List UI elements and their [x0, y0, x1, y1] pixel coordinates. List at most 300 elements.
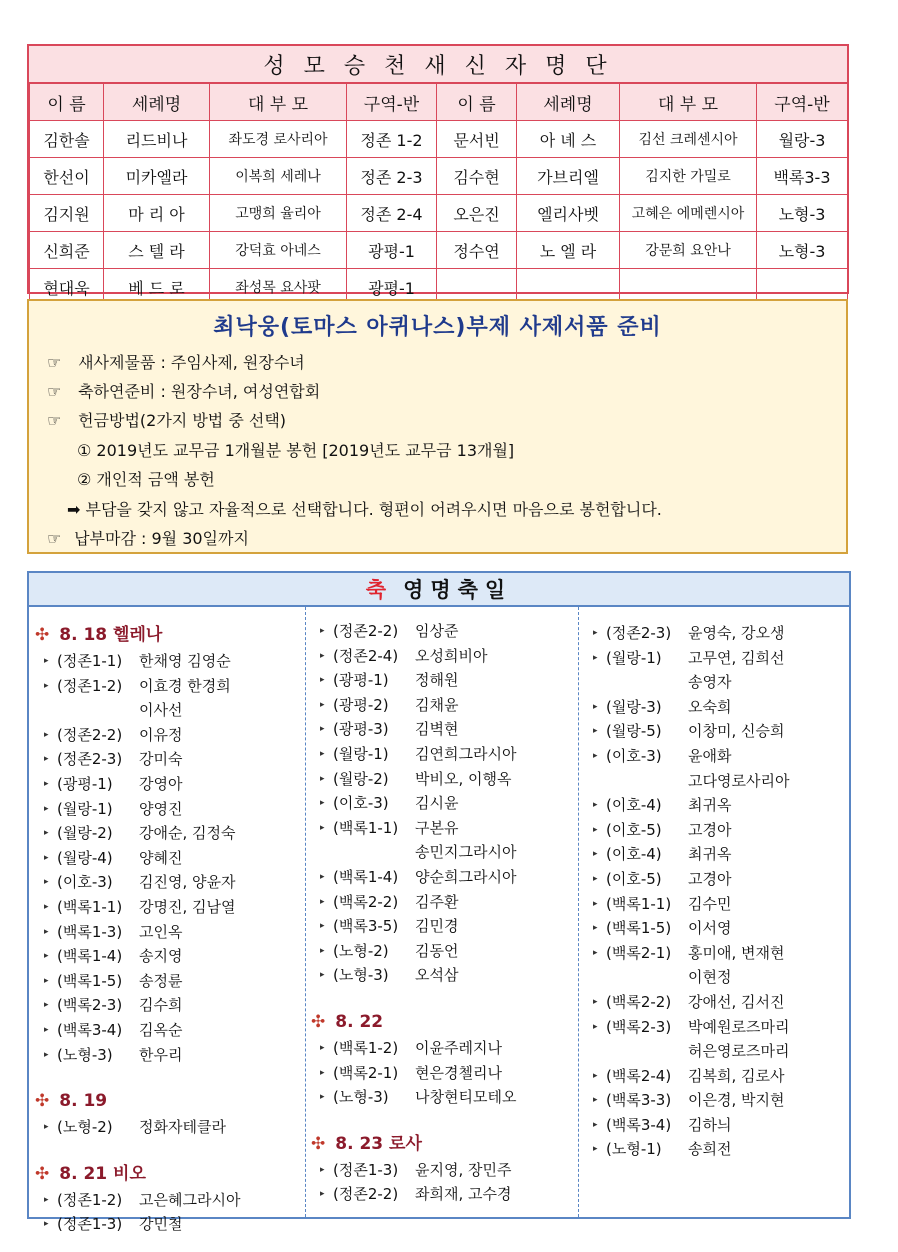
- member-names: 고인옥: [139, 922, 183, 941]
- feast-day-section: [27, 571, 851, 1234]
- column-header: 대 부 모: [210, 84, 347, 121]
- list-item: [305, 865, 578, 890]
- bullet-icon: ▸: [44, 1219, 49, 1230]
- bullet-icon: ▸: [320, 675, 325, 686]
- district-label: (백록1-3): [57, 922, 123, 941]
- list-item: [578, 744, 849, 769]
- bullet-icon: ▸: [44, 877, 49, 888]
- list-item: [305, 717, 578, 742]
- pointing-hand-icon: ☞: [47, 529, 62, 548]
- member-names: 김하늬: [688, 1115, 732, 1134]
- list-item: [578, 1137, 849, 1162]
- member-names: 최귀옥: [688, 796, 732, 815]
- district-label: (정존1-3): [333, 1160, 399, 1179]
- district-label: (백록2-1): [606, 943, 672, 962]
- district-label: (정존1-2): [57, 1190, 123, 1209]
- bullet-icon: ▸: [44, 656, 49, 666]
- table-cell: 좌도경 로사리아: [210, 121, 347, 158]
- member-names-continued: 고다영로사리아: [688, 771, 790, 790]
- bullet-icon: ▸: [320, 1189, 325, 1200]
- list-item: [578, 719, 849, 744]
- list-item: [29, 1212, 305, 1237]
- bullet-icon: ▸: [320, 724, 325, 735]
- list-item: [578, 990, 849, 1015]
- list-item: [578, 892, 849, 917]
- member-names-continued: 허은영로즈마리: [688, 1042, 790, 1061]
- member-names: 김민경: [415, 917, 459, 936]
- district-label: (월랑-2): [333, 769, 389, 788]
- member-names: 박예원로즈마리: [688, 1017, 790, 1036]
- bullet-icon: ▸: [320, 1092, 325, 1103]
- member-names: 한채영 김영순: [139, 652, 231, 670]
- list-item: [305, 914, 578, 939]
- prep-deadline-text: 납부마감 : 9월 30일까지: [74, 529, 249, 548]
- table-cell: 정존 1-2: [347, 121, 437, 158]
- table-cell: 김지원: [30, 195, 104, 232]
- bullet-icon: ▸: [44, 951, 49, 962]
- member-names: 송정륜: [139, 971, 183, 990]
- feast-title-text: 영명축일: [403, 578, 513, 602]
- table-header-row: [30, 84, 848, 121]
- bullet-icon: ▸: [593, 1021, 598, 1032]
- table-cell: 현대욱: [30, 269, 104, 306]
- member-names: 이윤주레지나: [415, 1038, 502, 1057]
- district-label: (월랑-1): [57, 799, 113, 818]
- member-names: 강민철: [139, 1215, 183, 1234]
- bullet-icon: ▸: [44, 975, 49, 986]
- district-label: (이호-5): [606, 820, 662, 839]
- bullet-icon: ▸: [44, 1000, 49, 1011]
- bullet-icon: ▸: [320, 699, 325, 710]
- bullet-icon: ▸: [320, 773, 325, 784]
- list-item: [305, 791, 578, 816]
- list-item: [578, 1015, 849, 1040]
- district-label: (정존2-3): [57, 750, 123, 769]
- member-names: 고무연, 김희선: [688, 648, 785, 667]
- pointing-hand-icon: ☞: [47, 382, 62, 401]
- prep-note: ➡ 부담을 갖지 않고 자율적으로 선택합니다. 형편이 어려우시면 마음으로 봉헌합니다.: [67, 500, 662, 519]
- list-item: [305, 693, 578, 718]
- district-label: (광평-1): [57, 774, 113, 793]
- feast-date-text: 8. 23 로사: [335, 1133, 422, 1154]
- list-item: [29, 674, 305, 699]
- member-names: 홍미애, 변재현: [688, 943, 785, 962]
- bullet-icon: ▸: [320, 1042, 325, 1053]
- bullet-icon: ▸: [593, 701, 598, 712]
- table-cell: 노 엘 라: [517, 232, 620, 269]
- table-cell: 강덕효 아네스: [210, 232, 347, 269]
- list-item: [578, 867, 849, 892]
- column-header: 구역-반: [347, 84, 437, 121]
- bullet-icon: ▸: [44, 926, 49, 937]
- table-cell: 아 녜 스: [517, 121, 620, 158]
- bullet-icon: ▸: [593, 873, 598, 884]
- column-header: 이 름: [30, 84, 104, 121]
- feast-date-header: [29, 1160, 305, 1188]
- district-label: (백록2-1): [333, 1063, 399, 1082]
- table-cell: 베 드 로: [104, 269, 210, 306]
- member-names: 김시윤: [415, 794, 459, 813]
- district-label: (정존2-2): [57, 725, 123, 744]
- feast-date-header: [305, 1008, 578, 1036]
- table-cell: 노형-3: [757, 232, 848, 269]
- table-cell: 스 텔 라: [104, 232, 210, 269]
- table-cell: 월랑-3: [757, 121, 848, 158]
- district-label: (광평-1): [333, 671, 389, 690]
- member-names: 고은혜그라시아: [139, 1190, 241, 1209]
- district-label: (백록3-4): [606, 1115, 672, 1134]
- list-item: [305, 816, 578, 841]
- prep-option: ② 개인적 금액 봉헌: [77, 470, 215, 489]
- district-label: (월랑-1): [333, 744, 389, 763]
- list-item: [29, 895, 305, 920]
- member-names: 윤애화: [688, 746, 732, 765]
- district-label: (정존1-2): [57, 676, 123, 695]
- list-item: [578, 941, 849, 966]
- list-item: [305, 963, 578, 988]
- feast-date-text: 8. 18 헬레나: [59, 625, 163, 645]
- table-cell: 마 리 아: [104, 195, 210, 232]
- bullet-icon: ▸: [593, 947, 598, 958]
- table-cell: 정수연: [437, 232, 517, 269]
- district-label: (백록2-2): [333, 892, 399, 911]
- district-label: (노형-3): [333, 966, 389, 985]
- district-label: (백록2-3): [57, 996, 123, 1015]
- list-item: [29, 1188, 305, 1213]
- member-names: 김수민: [688, 894, 732, 913]
- prep-item: [47, 350, 305, 373]
- feast-date-header: [305, 1130, 578, 1158]
- prep-item: [47, 379, 320, 402]
- bullet-icon: ▸: [320, 871, 325, 882]
- spacer: [29, 1140, 305, 1160]
- member-names: 박비오, 이행옥: [415, 769, 512, 788]
- list-item: [29, 969, 305, 994]
- table-cell: 엘리사벳: [517, 195, 620, 232]
- prep-option: ① 2019년도 교무금 1개월분 봉헌 [2019년도 교무금 13개월]: [77, 441, 515, 460]
- member-names: 정해원: [415, 671, 459, 690]
- member-names: 임상준: [415, 622, 459, 640]
- member-names: 양영진: [139, 799, 183, 818]
- member-names: 이은경, 박지현: [688, 1091, 785, 1110]
- list-item: [578, 1113, 849, 1138]
- member-names: 강애선, 김서진: [688, 992, 785, 1011]
- table-cell: 고맹희 율리아: [210, 195, 347, 232]
- bullet-icon: ▸: [320, 896, 325, 907]
- bullet-icon: ▸: [44, 828, 49, 839]
- table-cell: 광평-1: [347, 269, 437, 306]
- bullet-icon: ▸: [320, 945, 325, 956]
- district-label: (백록3-5): [333, 917, 399, 936]
- member-names: 강미숙: [139, 750, 183, 769]
- prep-deadline: [47, 526, 249, 549]
- feast-title-red: 축: [365, 578, 394, 602]
- district-label: (백록1-2): [333, 1038, 399, 1057]
- member-names: 구본유: [415, 818, 459, 837]
- bullet-icon: ▸: [44, 778, 49, 789]
- prep-item-text: 축하연준비 : 원장수녀, 여성연합회: [78, 382, 321, 401]
- list-item: [578, 646, 849, 671]
- member-names: 김벽현: [415, 720, 459, 739]
- table-cell: 김수현: [437, 158, 517, 195]
- member-names: 김옥순: [139, 1020, 183, 1039]
- column-header: 이 름: [437, 84, 517, 121]
- list-item: [305, 1061, 578, 1086]
- ordination-prep-title: 최낙웅(토마스 아퀴나스)부제 사제서품 준비: [213, 315, 662, 340]
- bullet-icon: ▸: [593, 726, 598, 737]
- bullet-icon: ▸: [44, 852, 49, 863]
- feast-date-text: 8. 22: [335, 1011, 384, 1032]
- list-item: [578, 818, 849, 843]
- district-label: (월랑-3): [606, 697, 662, 716]
- district-label: (이호-4): [606, 796, 662, 815]
- bullet-icon: ▸: [593, 923, 598, 934]
- district-label: (월랑-4): [57, 848, 113, 867]
- bullet-icon: ▸: [593, 1095, 598, 1106]
- district-label: (이호-3): [333, 794, 389, 813]
- bullet-icon: ▸: [593, 652, 598, 663]
- cross-icon: ✣: [35, 1163, 50, 1184]
- list-item: [29, 1018, 305, 1043]
- list-item: [578, 621, 849, 646]
- member-names: 김동언: [415, 941, 459, 960]
- table-cell: 이복희 세레나: [210, 158, 347, 195]
- member-names-continued: 이사선: [139, 701, 183, 720]
- member-names: 오석삼: [415, 966, 459, 985]
- table-cell: 노형-3: [757, 195, 848, 232]
- district-label: (백록1-1): [57, 897, 123, 916]
- bullet-icon: ▸: [320, 921, 325, 932]
- member-names: 김주환: [415, 892, 459, 911]
- member-names: 강명진, 김남열: [139, 897, 236, 916]
- table-cell: 김선 크레센시아: [620, 121, 757, 158]
- table-cell: 김한솔: [30, 121, 104, 158]
- list-item: [29, 797, 305, 822]
- list-item: [305, 742, 578, 767]
- newcomer-table: [29, 83, 848, 306]
- cross-icon: ✣: [311, 1133, 326, 1154]
- table-cell: 문서빈: [437, 121, 517, 158]
- table-cell: 백록3-3: [757, 158, 848, 195]
- bullet-icon: ▸: [320, 650, 325, 661]
- spacer: [305, 988, 578, 1008]
- table-cell: 오은진: [437, 195, 517, 232]
- district-label: (월랑-5): [606, 722, 662, 741]
- newcomer-list-title: 성 모 승 천 새 신 자 명 단: [29, 46, 847, 83]
- ordination-prep-section: [27, 299, 848, 554]
- member-names: 김복희, 김로사: [688, 1066, 785, 1085]
- table-row: [30, 158, 848, 195]
- table-cell: 정존 2-4: [347, 195, 437, 232]
- district-label: (백록1-4): [333, 867, 399, 886]
- list-item: [578, 1064, 849, 1089]
- pointing-hand-icon: ☞: [47, 411, 62, 430]
- feast-column-2: [305, 607, 579, 1217]
- table-cell: 정존 2-3: [347, 158, 437, 195]
- list-item: [305, 644, 578, 669]
- feast-date-header: [29, 621, 305, 649]
- feast-date-text: 8. 19: [59, 1091, 108, 1112]
- cross-icon: ✣: [35, 625, 50, 645]
- bullet-icon: ▸: [320, 748, 325, 759]
- member-names: 나창현티모테오: [415, 1088, 517, 1107]
- district-label: (정존2-3): [606, 624, 672, 642]
- table-row: [30, 232, 848, 269]
- bullet-icon: ▸: [593, 800, 598, 811]
- pointing-hand-icon: ☞: [47, 353, 62, 372]
- bullet-icon: ▸: [320, 1164, 325, 1175]
- member-names-continued: 송민지그라시아: [415, 843, 517, 862]
- member-names: 김연희그라시아: [415, 744, 517, 763]
- district-label: (백록1-1): [333, 818, 399, 837]
- list-item: [29, 747, 305, 772]
- district-label: (이호-5): [606, 869, 662, 888]
- list-item: [29, 1115, 305, 1140]
- district-label: (정존1-1): [57, 652, 123, 670]
- list-item: [305, 767, 578, 792]
- bullet-icon: ▸: [320, 626, 325, 636]
- spacer: [29, 1067, 305, 1087]
- member-names: 강영아: [139, 774, 183, 793]
- district-label: (이호-3): [57, 873, 113, 892]
- district-label: (백록1-1): [606, 894, 672, 913]
- member-names-continued: 이현정: [688, 968, 732, 987]
- bullet-icon: ▸: [44, 729, 49, 740]
- column-header: 구역-반: [757, 84, 848, 121]
- feast-date-header: [29, 1087, 305, 1115]
- bullet-icon: ▸: [44, 754, 49, 765]
- feast-date-text: 8. 21 비오: [59, 1163, 146, 1184]
- list-item: [29, 920, 305, 945]
- member-names: 김채윤: [415, 695, 459, 714]
- table-cell: 리드비나: [104, 121, 210, 158]
- feast-column-1: [29, 607, 306, 1234]
- member-names: 윤지영, 장민주: [415, 1160, 512, 1179]
- bullet-icon: ▸: [593, 898, 598, 909]
- district-label: (백록1-4): [57, 947, 123, 966]
- column-header: 세례명: [104, 84, 210, 121]
- list-item: [29, 1043, 305, 1068]
- prep-item: [47, 408, 286, 431]
- bullet-icon: ▸: [44, 680, 49, 691]
- bullet-icon: ▸: [593, 1119, 598, 1130]
- member-names: 좌희재, 고수경: [415, 1185, 512, 1204]
- district-label: (광평-2): [333, 695, 389, 714]
- district-label: (백록2-4): [606, 1066, 672, 1085]
- list-item: [29, 846, 305, 871]
- district-label: (이호-4): [606, 845, 662, 864]
- bullet-icon: ▸: [593, 1144, 598, 1155]
- member-names: 최귀옥: [688, 845, 732, 864]
- table-cell: 광평-1: [347, 232, 437, 269]
- table-cell: 좌성목 요사팟: [210, 269, 347, 306]
- bullet-icon: ▸: [44, 1049, 49, 1060]
- district-label: (광평-3): [333, 720, 389, 739]
- district-label: (백록1-5): [57, 971, 123, 990]
- district-label: (백록2-2): [606, 992, 672, 1011]
- list-item: [29, 723, 305, 748]
- district-label: (정존2-2): [333, 622, 399, 640]
- member-names: 현은경첼리나: [415, 1063, 502, 1082]
- district-label: (노형-3): [57, 1045, 113, 1064]
- member-names: 양혜진: [139, 848, 183, 867]
- district-label: (노형-2): [57, 1118, 113, 1137]
- cross-icon: ✣: [311, 1011, 326, 1032]
- district-label: (노형-2): [333, 941, 389, 960]
- cross-icon: ✣: [35, 1091, 50, 1112]
- list-item: [29, 993, 305, 1018]
- list-item: [305, 1085, 578, 1110]
- list-item: [578, 793, 849, 818]
- district-label: (백록3-3): [606, 1091, 672, 1110]
- district-label: (이호-3): [606, 746, 662, 765]
- member-names: 이창미, 신승희: [688, 722, 785, 741]
- newcomer-list-section: [27, 44, 849, 298]
- member-names: 송지영: [139, 947, 183, 966]
- member-names: 정화자테클라: [139, 1118, 226, 1137]
- list-item: [305, 668, 578, 693]
- district-label: (정존2-2): [333, 1185, 399, 1204]
- table-cell: 미카엘라: [104, 158, 210, 195]
- spacer: [305, 1110, 578, 1130]
- table-cell: 한선이: [30, 158, 104, 195]
- bullet-icon: ▸: [44, 803, 49, 814]
- list-item: [305, 1036, 578, 1061]
- district-label: (노형-3): [333, 1088, 389, 1107]
- table-cell: 신희준: [30, 232, 104, 269]
- member-names: 강애순, 김정숙: [139, 824, 236, 843]
- table-row: [30, 121, 848, 158]
- list-item: [29, 821, 305, 846]
- list-item: [29, 772, 305, 797]
- bullet-icon: ▸: [593, 750, 598, 761]
- member-names-continued: 송영자: [688, 673, 732, 692]
- list-item: [29, 649, 305, 674]
- bullet-icon: ▸: [593, 996, 598, 1007]
- member-names: 이서영: [688, 919, 732, 938]
- prep-item-text: 헌금방법(2가지 방법 중 선택): [78, 411, 287, 430]
- list-item: [578, 842, 849, 867]
- column-header: 세례명: [517, 84, 620, 121]
- table-cell: 김지한 가밀로: [620, 158, 757, 195]
- list-item: [29, 870, 305, 895]
- member-names: 윤영숙, 강오생: [688, 624, 785, 642]
- prep-item-text: 새사제물품 : 주임사제, 원장수녀: [78, 353, 305, 372]
- bullet-icon: ▸: [593, 1070, 598, 1081]
- list-item: [578, 1088, 849, 1113]
- member-names: 고경아: [688, 869, 732, 888]
- bullet-icon: ▸: [320, 970, 325, 981]
- bullet-icon: ▸: [320, 798, 325, 809]
- feast-day-title: [29, 573, 849, 607]
- district-label: (정존2-4): [333, 646, 399, 665]
- list-item: [305, 1158, 578, 1183]
- member-names: 이효경 한경희: [139, 676, 231, 695]
- district-label: (백록3-4): [57, 1020, 123, 1039]
- member-names: 오숙희: [688, 697, 732, 716]
- bullet-icon: ▸: [593, 849, 598, 860]
- column-header: 대 부 모: [620, 84, 757, 121]
- district-label: (월랑-2): [57, 824, 113, 843]
- member-names: 고경아: [688, 820, 732, 839]
- bullet-icon: ▸: [593, 824, 598, 835]
- bullet-icon: ▸: [320, 822, 325, 833]
- member-names: 오성희비아: [415, 646, 488, 665]
- district-label: (백록2-3): [606, 1017, 672, 1036]
- table-row: [30, 195, 848, 232]
- member-names: 양순희그라시아: [415, 867, 517, 886]
- table-cell: 고혜은 에메렌시아: [620, 195, 757, 232]
